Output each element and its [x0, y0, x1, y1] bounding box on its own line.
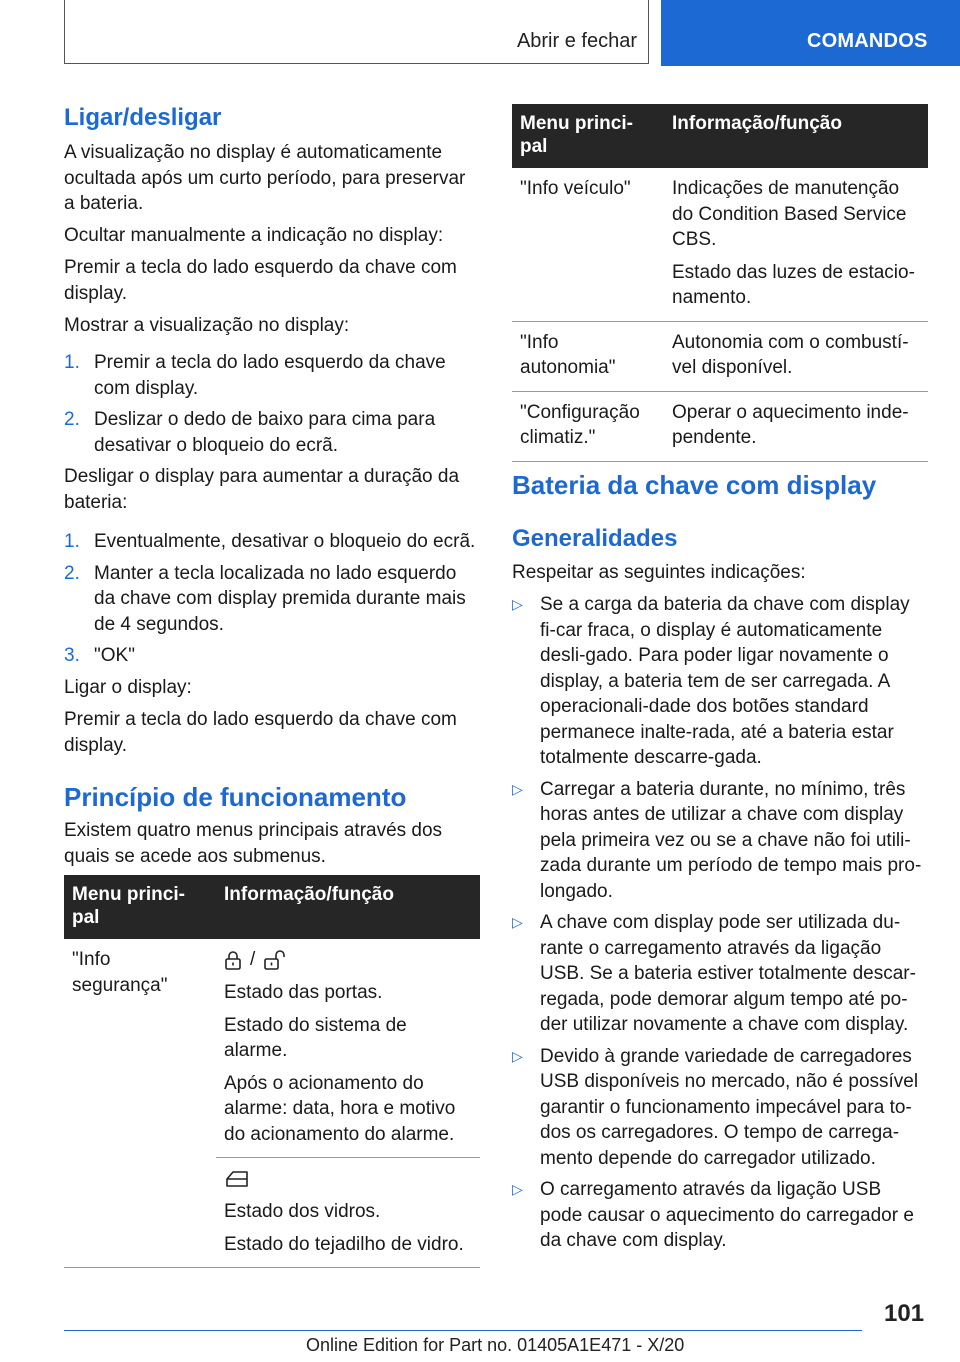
menu-table-right	[512, 104, 928, 462]
section-title: Abrir e fechar	[516, 30, 637, 52]
step-number: 1.	[64, 531, 80, 552]
list-item	[512, 910, 928, 1038]
chapter-label: COMANDOS	[807, 29, 928, 52]
triangle-bullet-icon: ▷	[512, 780, 523, 797]
paragraph: Ligar o display:	[64, 677, 192, 698]
paragraph: Respeitar as seguintes indicações:	[512, 562, 806, 583]
heading-bateria: Bateria da chave com display	[512, 470, 877, 500]
step-text: Eventualmente, desativar o bloqueio do ecrã.	[94, 531, 476, 552]
info-text: Estado das portas.	[224, 982, 383, 1003]
step-number: 1.	[64, 352, 80, 373]
menu-cell: "Info segurança"	[72, 949, 168, 996]
table-row	[512, 391, 928, 461]
table-row	[64, 1158, 480, 1268]
table-row	[64, 939, 480, 1158]
note-text: Devido à grande variedade de carregadores USB disponíveis no mercado, não é possível garantir o funcionamento impecável para to-dos os carregadores. O tempo de carrega-mento depende do carregador utilizado.	[540, 1045, 919, 1169]
notes-list	[512, 592, 928, 1260]
info-text: Estado das luzes de estacio-namento.	[672, 261, 915, 308]
paragraph: Mostrar a visualização no display:	[64, 315, 350, 336]
column-header: Menu princi-pal	[512, 104, 664, 168]
step-number: 2.	[64, 409, 80, 430]
list-item	[64, 350, 480, 401]
heading-ligar-desligar: Ligar/desligar	[64, 104, 222, 131]
list-item	[64, 407, 480, 458]
paragraph: Premir a tecla do lado esquerdo da chave com display.	[64, 257, 457, 304]
note-text: A chave com display pode ser utilizada du-rante o carregamento através da ligação USB. Se a bateria estiver totalmente descar-regada, pode demorar algum tempo até po-der utilizar novamente a chave com display.	[540, 912, 916, 1035]
step-number: 2.	[64, 562, 80, 584]
step-text: Deslizar o dedo de baixo para cima para desativar o bloqueio do ecrã.	[94, 409, 436, 456]
table-row	[512, 321, 928, 391]
list-item	[512, 1177, 928, 1254]
triangle-bullet-icon: ▷	[512, 596, 523, 612]
info-text: Estado dos vidros.	[224, 1201, 381, 1222]
info-cell	[664, 168, 928, 321]
menu-cell: "Info veículo"	[512, 168, 664, 321]
step-text: "OK"	[94, 645, 135, 666]
lock-open-icon	[263, 950, 289, 970]
list-item	[512, 592, 928, 771]
note-text: O carregamento através da ligação USB pode causar o aquecimento do carregador e da chave com display.	[540, 1179, 914, 1251]
info-text: Estado do tejadilho de vidro.	[224, 1233, 464, 1255]
menu-table-left	[64, 875, 480, 1268]
window-icon-row	[224, 1166, 472, 1192]
info-text: Estado do sistema de alarme.	[224, 1014, 407, 1061]
edition-note: Online Edition for Part no. 01405A1E471 - X/20	[306, 1335, 685, 1355]
menu-cell: "Configuração climatiz."	[512, 391, 664, 461]
list-item	[64, 561, 480, 638]
column-header: Informação/função	[664, 104, 928, 168]
paragraph: Desligar o display para aumentar a duração da bateria:	[64, 466, 460, 513]
steps-show-display	[64, 350, 480, 458]
car-window-icon	[224, 1169, 250, 1189]
info-cell: Autonomia com o combustí-vel disponível.	[664, 321, 928, 391]
table-row	[512, 168, 928, 321]
menu-cell: "Info autonomia"	[512, 321, 664, 391]
step-text: Premir a tecla do lado esquerdo da chave com display.	[94, 352, 446, 399]
heading-principio: Princípio de funcionamento	[64, 782, 407, 812]
page-number: 101	[884, 1300, 925, 1327]
steps-turn-off	[64, 529, 480, 669]
paragraph: A visualização no display é automaticamente ocultada após um curto período, para preservar a bateria.	[64, 142, 466, 214]
step-text: Manter a tecla localizada no lado esquerdo da chave com display premida durante mais de 4 segundos.	[94, 562, 466, 635]
footer-divider	[64, 1330, 862, 1331]
paragraph: Premir a tecla do lado esquerdo da chave com display.	[64, 709, 457, 756]
info-text: Após o acionamento do alarme: data, hora e motivo do acionamento do alarme.	[224, 1072, 456, 1145]
triangle-bullet-icon: ▷	[512, 914, 523, 930]
triangle-bullet-icon: ▷	[512, 1047, 523, 1064]
separator: /	[250, 949, 256, 971]
list-item	[512, 1044, 928, 1172]
lock-closed-icon	[224, 950, 242, 970]
triangle-bullet-icon: ▷	[512, 1181, 523, 1197]
note-text: Se a carga da bateria da chave com display fi-car fraca, o display é automaticamente desli-gado. Para poder ligar novamente o display, a bateria tem de ser carregada. A operacionali-dade dos botões standard permanece inalte-rada, até a bateria estar totalmente descarre-gada.	[540, 594, 910, 768]
table-header	[512, 104, 928, 168]
column-header: Informação/função	[216, 875, 480, 939]
info-cell	[216, 939, 480, 1158]
list-item	[64, 643, 480, 669]
info-cell	[216, 1158, 480, 1268]
table-header	[64, 875, 480, 939]
step-number: 3.	[64, 645, 80, 666]
list-item	[64, 529, 480, 555]
lock-icons	[224, 947, 472, 973]
column-header: Menu princi-pal	[64, 875, 216, 939]
chapter-tab	[661, 0, 960, 66]
menu-cell	[64, 1158, 216, 1268]
list-item	[512, 777, 928, 905]
heading-generalidades: Generalidades	[512, 525, 678, 552]
info-text: Indicações de manutenção do Condition Based Service CBS.	[672, 178, 907, 250]
info-cell: Operar o aquecimento inde-pendente.	[664, 391, 928, 461]
note-text: Carregar a bateria durante, no mínimo, três horas antes de utilizar a chave com display pela primeira vez ou se a chave não foi utili-zada durante um período de tempo mais pro-longado.	[540, 778, 922, 902]
paragraph: Ocultar manualmente a indicação no display:	[64, 225, 444, 246]
paragraph: Existem quatro menus principais através dos quais se acede aos submenus.	[64, 820, 443, 867]
